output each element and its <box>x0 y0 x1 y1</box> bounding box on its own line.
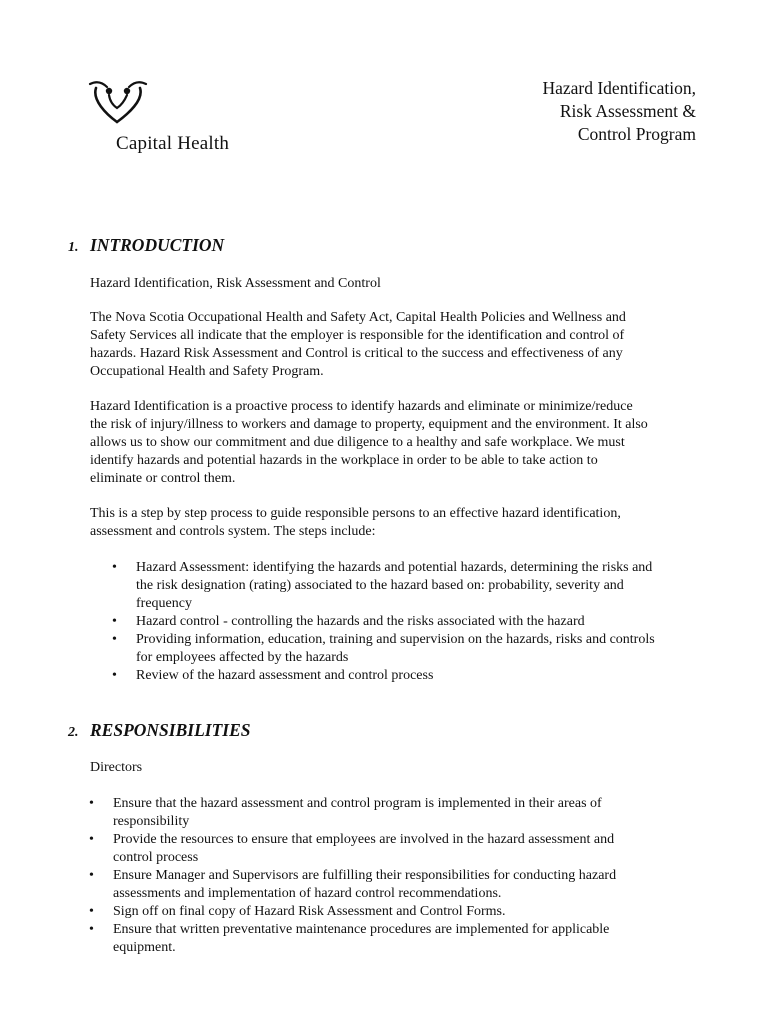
section-title: RESPONSIBILITIES <box>90 720 251 740</box>
bullet-icon: • <box>112 560 117 575</box>
intro-paragraph-3: This is a step by step process to guide responsible persons to an effective hazard identification, assessment and controls system. The steps include: <box>90 506 621 539</box>
section-title: INTRODUCTION <box>90 235 225 255</box>
list-item: • Review of the hazard assessment and control process <box>112 668 434 683</box>
section-heading-responsibilities <box>68 720 250 741</box>
list-item: • Ensure Manager and Supervisors are fulfilling their responsibilities for conducting hazard assessments and implementation of hazard control recommendations. <box>89 868 617 901</box>
bullet-icon: • <box>112 668 117 683</box>
section-subtitle: Hazard Identification, Risk Assessment and Control <box>90 276 381 291</box>
list-item: • Hazard Assessment: identifying the hazards and potential hazards, determining the risks and the risk designation (rating) associated to the hazard based on: probability, severity and frequency <box>112 560 653 611</box>
title-line: Control Program <box>577 124 696 144</box>
title-line: Risk Assessment & <box>559 101 696 121</box>
capital-health-logo <box>88 78 150 126</box>
bullet-icon: • <box>89 904 94 919</box>
steps-list <box>112 559 655 685</box>
list-item: • Hazard control - controlling the hazards and the risks associated with the hazard <box>112 614 585 629</box>
directors-list <box>89 795 617 957</box>
heart-figures-icon <box>88 78 150 126</box>
bullet-icon: • <box>89 868 94 883</box>
bullet-icon: • <box>112 614 117 629</box>
bullet-icon: • <box>112 632 117 647</box>
section-number: 1. <box>68 240 79 255</box>
title-line: Hazard Identification, <box>542 78 696 98</box>
section-subtitle: Directors <box>90 760 143 775</box>
list-item: • Ensure that written preventative maintenance procedures are implemented for applicable equipment. <box>89 922 610 955</box>
bullet-icon: • <box>89 832 94 847</box>
list-item: • Sign off on final copy of Hazard Risk Assessment and Control Forms. <box>89 904 506 919</box>
intro-paragraph-2: Hazard Identification is a proactive process to identify hazards and eliminate or minimize/reduce the risk of injury/illness to workers and damage to property, equipment and the environment. It also allows us to show our commitment and due diligence to a healthy and safe workplace. We must identify hazards and potential hazards in the workplace in order to be able to take action to eliminate or control them. <box>90 399 648 486</box>
intro-paragraph-1: The Nova Scotia Occupational Health and Safety Act, Capital Health Policies and Wellness and Safety Services all indicate that the employer is responsible for the identification and control of hazards. Hazard Risk Assessment and Control is critical to the success and effectiveness of any Occupational Health and Safety Program. <box>90 310 626 379</box>
bullet-icon: • <box>89 796 94 811</box>
section-heading-introduction <box>68 235 224 256</box>
list-item: • Providing information, education, training and supervision on the hazards, risks and controls for employees affected by the hazards <box>112 632 655 665</box>
logo-text: Capital Health <box>116 133 230 154</box>
list-item: • Provide the resources to ensure that employees are involved in the hazard assessment and control process <box>89 832 615 865</box>
bullet-icon: • <box>89 922 94 937</box>
section-number: 2. <box>68 725 79 740</box>
document-title <box>542 77 696 146</box>
list-item: • Ensure that the hazard assessment and control program is implemented in their areas of responsibility <box>89 796 602 829</box>
